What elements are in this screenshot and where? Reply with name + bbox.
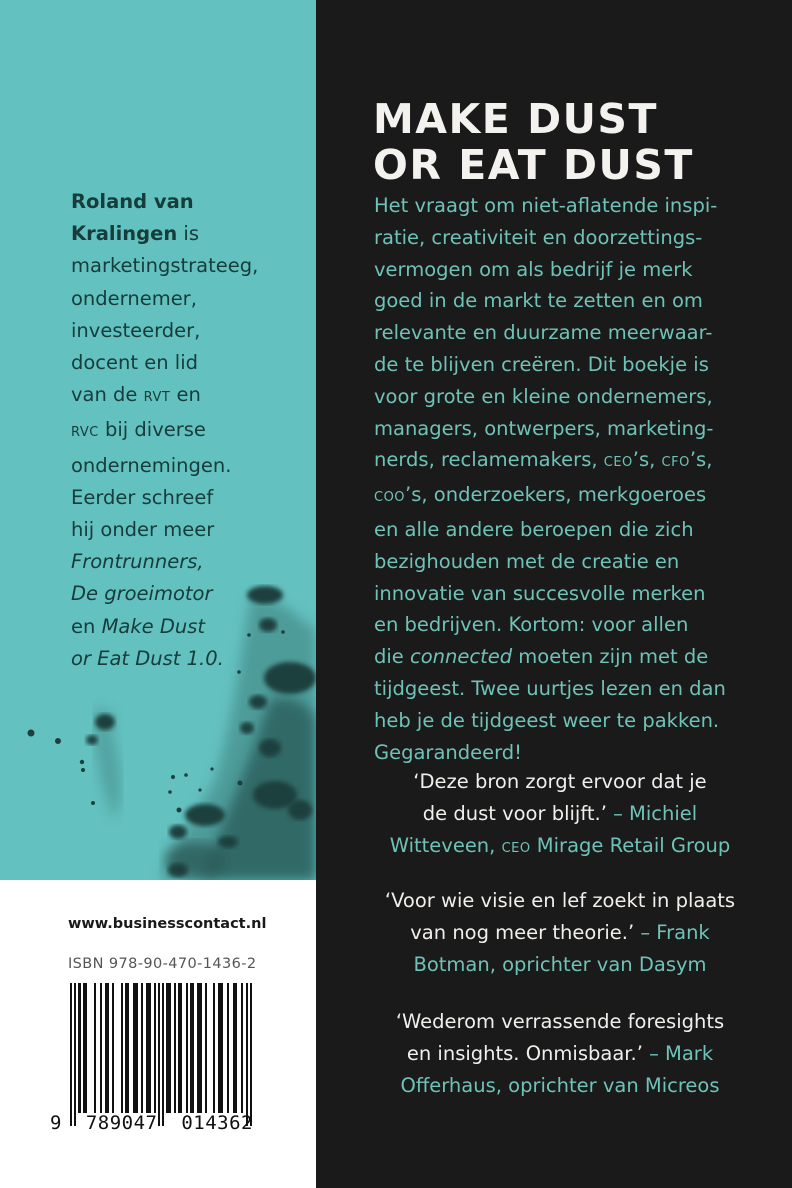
title-line: OR EAT DUST [373, 141, 694, 189]
quote-text: van nog meer theorie.’ [410, 921, 635, 944]
barcode-icon [70, 983, 252, 1126]
abbrev-rvt: RVT [143, 390, 171, 406]
abbrev-ceo: CEO [501, 841, 531, 856]
blurb-line: heb je de tijdgeest weer te pakken. [374, 708, 720, 732]
blurb-line: de te blijven creëren. Dit boekje is [374, 352, 709, 376]
blurb-line: voor grote en kleine ondernemers, [374, 384, 713, 408]
blurb-text: moeten zijn met de [512, 645, 709, 669]
quote-text: ‘Voor wie visie en lef zoekt in plaats [384, 889, 736, 912]
book-title-heading [373, 96, 694, 188]
blurb-line: ratie, creativiteit en doorzettings- [374, 225, 703, 249]
testimonial-quote [340, 885, 780, 981]
left-panel [0, 0, 316, 1188]
quote-text: en insights. Onmisbaar.’ [406, 1042, 643, 1065]
blurb-line [374, 641, 784, 673]
quote-attribution: Offerhaus, oprichter van Micreos [400, 1074, 720, 1097]
author-name-surname: Kralingen [71, 222, 178, 246]
abbrev-rvc: RVC [71, 425, 99, 441]
blurb-line: tijdgeest. Twee uurtjes lezen en dan [374, 676, 726, 700]
testimonial-quote [340, 1006, 780, 1102]
abbrev-coo: COO [374, 490, 406, 506]
blurb-line: bezighouden met de creatie en [374, 549, 680, 573]
blurb-italic: connected [410, 645, 513, 669]
bio-line: marketingstrateeg, [71, 254, 259, 278]
blurb-line: en alle andere beroepen die zich [374, 517, 694, 541]
book-title: Frontrunners, [71, 550, 204, 574]
bio-line: docent en lid [71, 351, 198, 375]
bio-line: Eerder schreef [71, 485, 214, 509]
abbrev-ceo: CEO [603, 455, 633, 471]
quote-attribution: – Frank [634, 921, 710, 944]
blurb-line: Het vraagt om niet-aflatende inspi- [374, 194, 718, 217]
book-title: Make Dust [101, 614, 206, 638]
blurb-line: en bedrijven. Kortom: voor allen [374, 613, 689, 637]
quote-text: ‘Wederom verrassende foresights [395, 1010, 725, 1033]
blurb-text: die [374, 645, 410, 669]
bio-text: bij diverse [98, 418, 206, 442]
blurb [374, 190, 784, 768]
blurb-line: Gegarandeerd! [374, 740, 523, 764]
quote-attribution: – Mark [642, 1042, 714, 1065]
blurb-line: innovatie van succesvolle merken [374, 581, 706, 605]
book-title: De groeimotor [71, 582, 213, 606]
blurb-text: ’s, onderzoekers, merkgoeroes [405, 483, 707, 507]
bio-line: ondernemer, [71, 286, 197, 310]
title-line: MAKE DUST [373, 95, 658, 143]
bio-line [71, 414, 311, 449]
blurb-line [374, 444, 784, 479]
bio-text: en [170, 383, 201, 407]
barcode-digits: 9 789047 014362 [50, 1112, 253, 1134]
bio-text: is [177, 222, 199, 246]
blurb-line: vermogen om als bedrijf je merk [374, 257, 693, 281]
quote-attribution: Witteveen, [389, 834, 502, 857]
author-name: Roland van [71, 190, 194, 213]
quote-attribution: Mirage Retail Group [530, 834, 731, 857]
bio-line [71, 379, 311, 414]
bio-line: investeerder, [71, 318, 201, 342]
blurb-text: ’s, [632, 448, 662, 472]
isbn-text: ISBN 978-90-470-1436-2 [68, 956, 257, 972]
testimonial-quote [340, 766, 780, 865]
bio-line: hij onder meer [71, 518, 215, 542]
quote-text: de dust voor blijft.’ [422, 802, 607, 825]
blurb-line: managers, ontwerpers, marketing- [374, 416, 714, 440]
blurb-line [374, 479, 784, 514]
author-panel [0, 0, 316, 880]
quote-text: ‘Deze bron zorgt ervoor dat je [413, 770, 707, 793]
bio-text: en [71, 614, 102, 638]
quote-attribution: Botman, oprichter van Dasym [413, 953, 707, 976]
publisher-website: www.businesscontact.nl [68, 916, 267, 932]
blurb-line: goed in de markt te zetten en om [374, 289, 703, 313]
blurb-text: ’s, [689, 448, 713, 472]
blurb-line: relevante en duurzame meerwaar- [374, 321, 713, 345]
bio-line: ondernemingen. [71, 453, 232, 477]
blurb-text: nerds, reclamemakers, [374, 448, 604, 472]
quote-attribution: – Michiel [606, 802, 698, 825]
abbrev-cfo: CFO [661, 455, 690, 471]
bio-text: van de [71, 383, 144, 407]
book-title: or Eat Dust 1.0. [71, 646, 224, 670]
dust-splatter-illustration [0, 560, 316, 880]
